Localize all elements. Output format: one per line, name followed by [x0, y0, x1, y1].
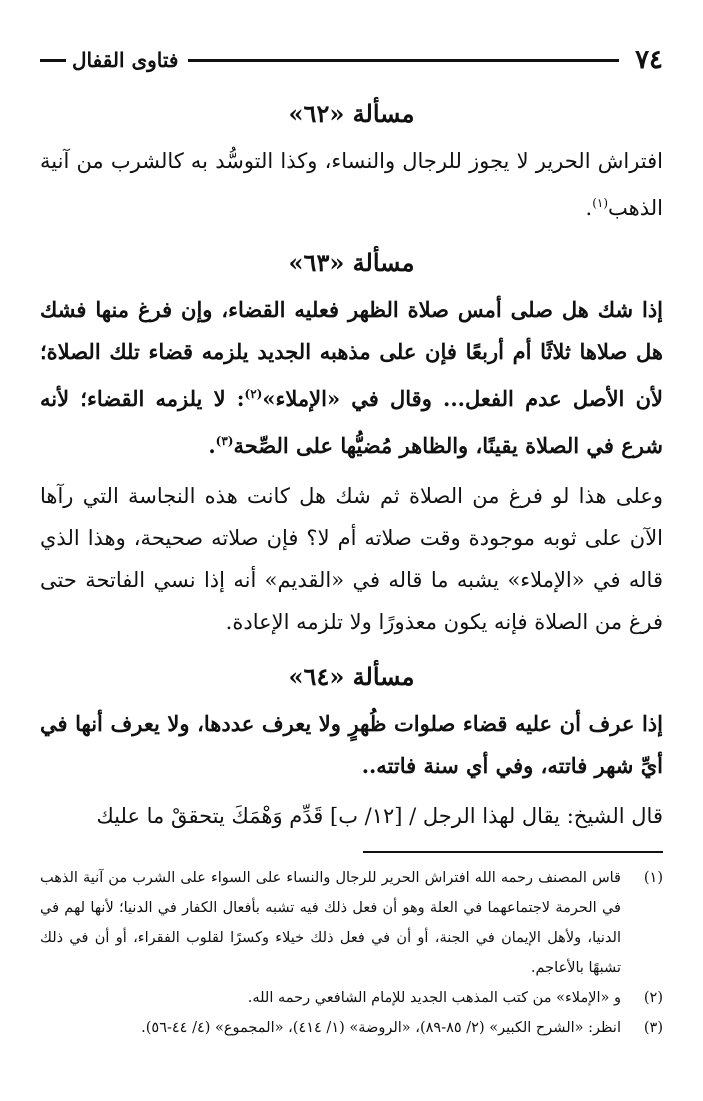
footnote-number: (٢) [643, 990, 663, 1006]
paragraph-tail: . [208, 433, 216, 458]
footnote-rule [363, 851, 663, 853]
paragraph-tail: . [585, 196, 593, 220]
book-title: فتاوى القفال [72, 48, 179, 72]
footnote-number: (١) [643, 870, 663, 886]
footnote-ref[interactable]: (٣) [215, 434, 234, 448]
paragraph [40, 289, 663, 467]
footnote-text: قاس المصنف رحمه الله افتراش الحرير للرجال والنساء على السواء على الشرب من آنية الذهب في الحرمة لاجتماعهما في العلة وهو أن فعل ذلك فيه تشبه بأفعال الكفار في الدنيا؛ لأنها لهم في الدنيا، ولأهل الإيمان في الجنة، أو أن في فعل ذلك خيلاء وكسرًا لقلوب الفقراء، أو أن في ذلك تشبهًا بالأعاجم. [40, 870, 621, 976]
footnote-ref[interactable]: (٢) [244, 387, 263, 401]
footnote-ref[interactable]: (١) [592, 196, 609, 210]
footnote-text: انظر: «الشرح الكبير» (٢/ ٨٥-٨٩)، «الروضة» (١/ ٤١٤)، «المجموع» (٤/ ٤٤-٥٦). [141, 1020, 621, 1036]
header-rule-end [40, 59, 66, 62]
page-number: ٧٤ [635, 45, 663, 75]
paragraph: وعلى هذا لو فرغ من الصلاة ثم شك هل كانت هذه النجاسة التي رآها الآن على ثوبه موجودة وقت صلاته أم لا؟ فإن صلاته صحيحة، وهذا الذي قاله في «الإملاء» يشبه ما قاله في «القديم» أنه إذا نسي الفاتحة حتى فرغ من الصلاة فإنه يكون معذورًا ولا تلزمه الإعادة. [40, 484, 663, 634]
header-rule [188, 59, 619, 62]
footnotes [40, 863, 663, 1043]
footnote [40, 983, 663, 1013]
section-heading: مسألة «٦٢» [288, 99, 415, 128]
footnote-number: (٣) [643, 1020, 663, 1036]
section-heading: مسألة «٦٤» [288, 662, 415, 691]
footnote-text: و «الإملاء» من كتب المذهب الجديد للإمام الشافعي رحمه الله. [247, 990, 621, 1006]
page-header [40, 40, 663, 80]
paragraph-text: افتراش الحرير لا يجوز للرجال والنساء، وكذا التوسُّد به كالشرب من آنية الذهب [40, 149, 663, 220]
paragraph-tail: : لا يلزمه القضاء؛ لأنه شرع في الصلاة يقينًا، والظاهر مُضيُّها على الصِّحة [40, 386, 663, 458]
paragraph [40, 140, 663, 229]
paragraph-text: إذا شك هل صلى أمس صلاة الظهر فعليه القضاء، وإن فرغ منها فشك هل صلاها ثلاثًا أم أربعًا فإن على مذهبه الجديد يلزمه قضاء تلك الصلاة؛ لأن الأصل عدم الفعل... وقال في «الإملاء» [40, 297, 663, 411]
paragraph: إذا عرف أن عليه قضاء صلوات ظُهرٍ ولا يعرف عددها، ولا يعرف أنها في أيِّ شهر فاتته، وفي أي سنة فاتته.. [40, 711, 663, 778]
footnote [40, 863, 663, 983]
section-heading: مسألة «٦٣» [288, 248, 415, 277]
paragraph: قال الشيخ: يقال لهذا الرجل / [١٢/ ب] قَدِّم وَهْمَكَ يتحققْ ما عليك [96, 804, 663, 828]
footnote [40, 1013, 663, 1043]
